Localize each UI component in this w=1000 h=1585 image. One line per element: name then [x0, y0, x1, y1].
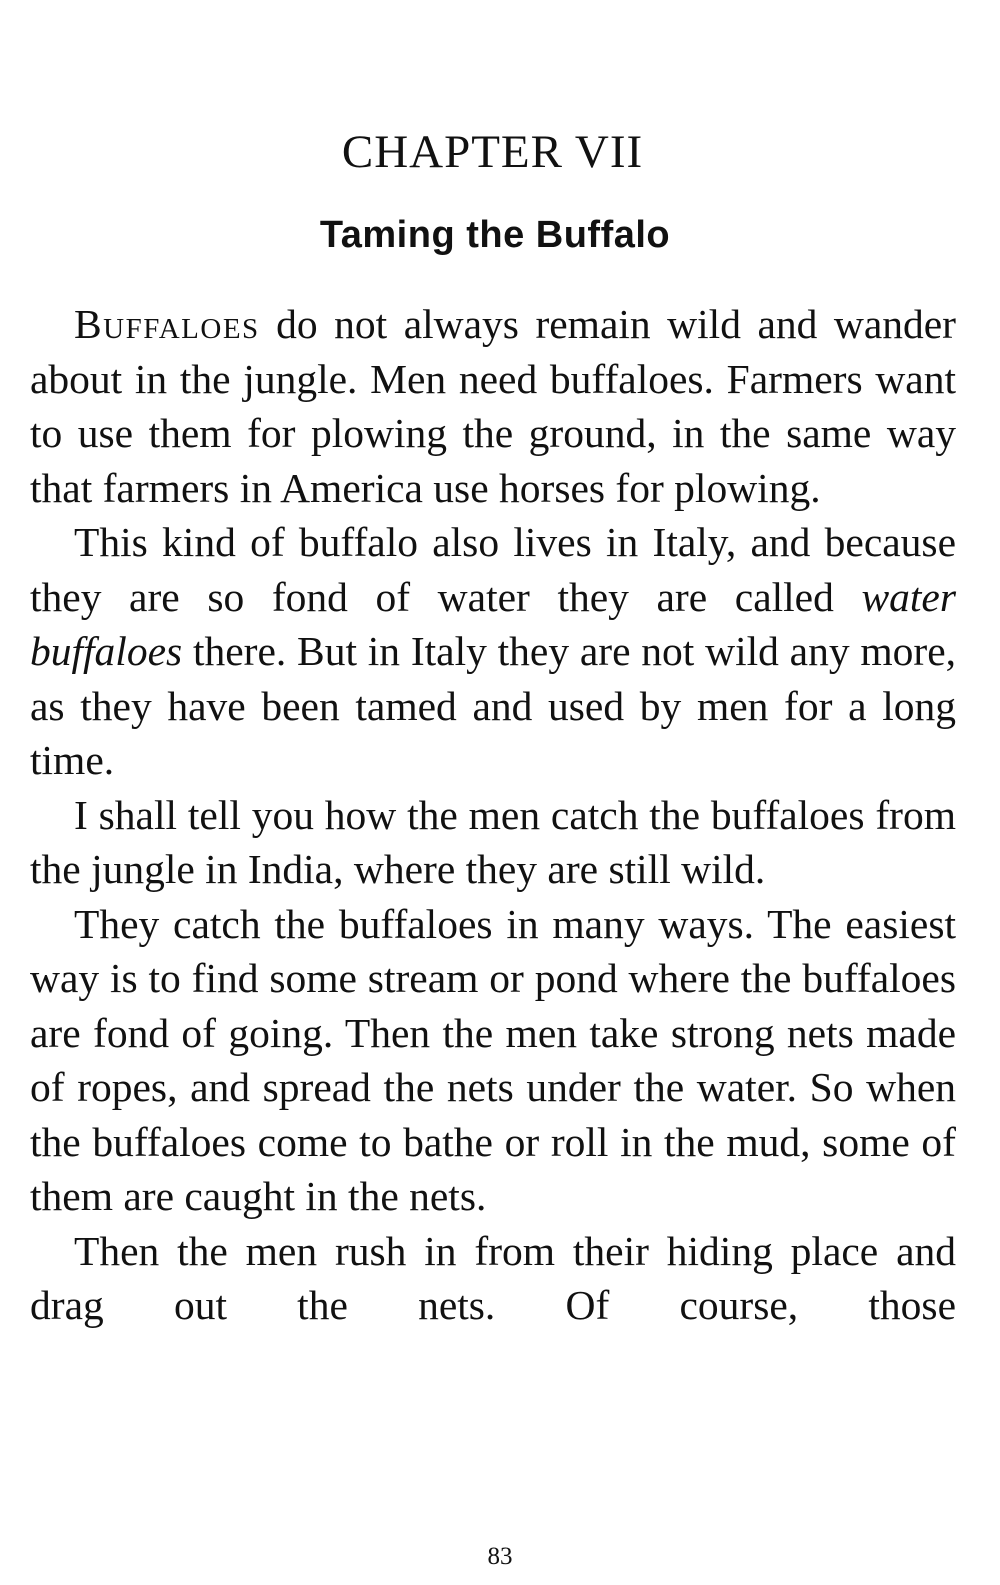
body-text [30, 297, 956, 1333]
page-number: 83 [487, 1543, 513, 1570]
paragraph-2-text-after: there. But in Italy they are not wild any more, as they have been tamed and used by men for a long time. [30, 628, 956, 783]
paragraph-2-italic-term: water buffaloes [30, 573, 956, 674]
chapter-heading: CHAPTER VII [341, 126, 644, 178]
paragraph-1 [30, 297, 956, 515]
paragraph-2-text-before: This kind of buffalo also lives in Italy, and because they are so fond of water they are called [30, 519, 956, 620]
paragraph-lead-word: Buffaloes [74, 301, 260, 347]
paragraph-1-text: do not always remain wild and wander about in the jungle. Men need buffaloes. Farmers want to use them for plowing the ground, in the same way that farmers in America use horses for plowing. [30, 301, 956, 511]
paragraph-4: They catch the buffaloes in many ways. The easiest way is to find some stream or pond where the buffaloes are fond of going. Then the men take strong nets made of ropes, and spread the nets under the water. So when the buffaloes come to bathe or roll in the mud, some of them are caught in the nets. [30, 900, 956, 1219]
paragraph-3: I shall tell you how the men catch the buffaloes from the jungle in India, where they are still wild. [30, 791, 956, 892]
paragraph-5: Then the men rush in from their hiding place and drag out the nets. Of course, those [30, 1227, 956, 1328]
chapter-title: Taming the Buffalo [319, 214, 671, 256]
paragraph-2 [30, 515, 956, 788]
